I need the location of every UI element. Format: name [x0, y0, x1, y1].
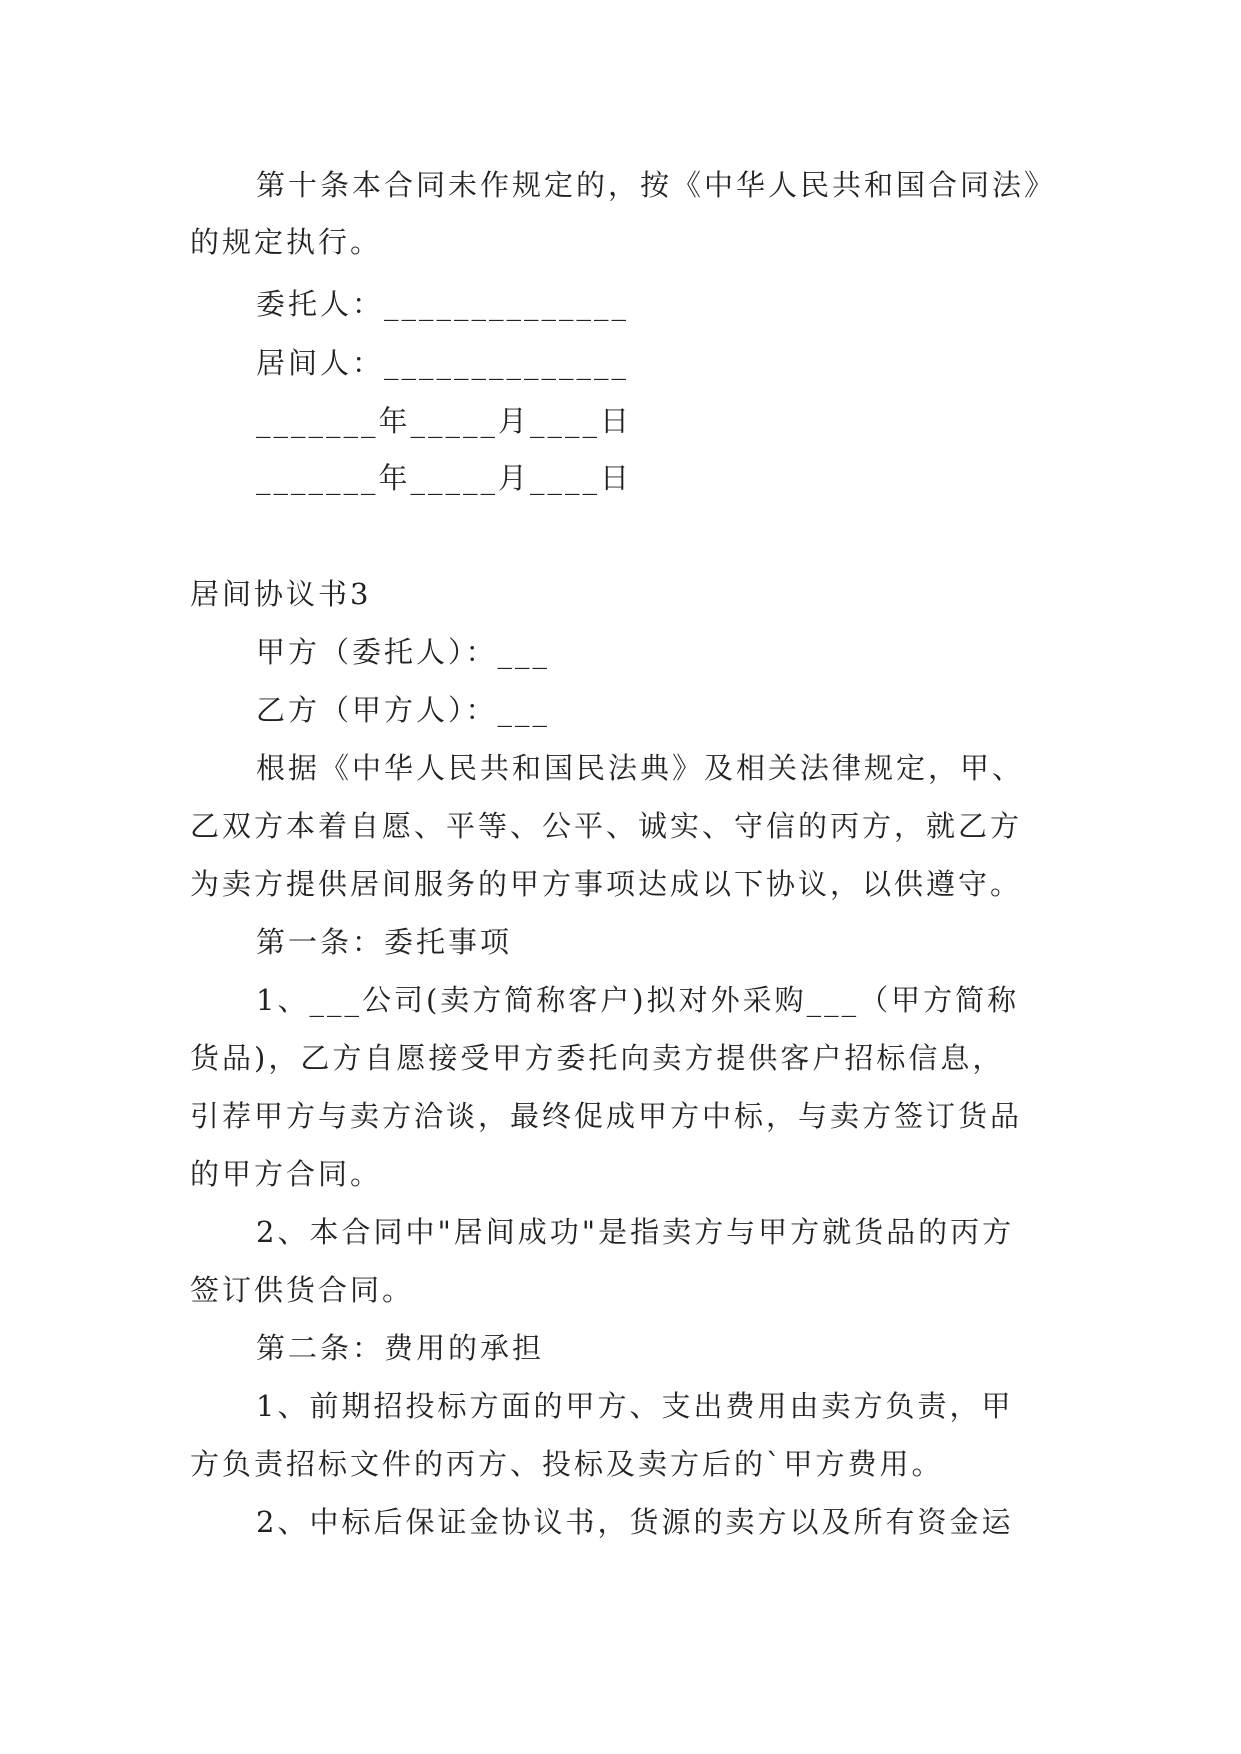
article-2-heading: 第二条：费用的承担 [256, 1331, 545, 1365]
preamble-line-3: 为卖方提供居间服务的甲方事项达成以下协议，以供遵守。 [190, 867, 1023, 901]
article-1-clause-2-line-1: 2、本合同中"居间成功"是指卖方与甲方就货品的丙方 [256, 1215, 1015, 1249]
principal-signature-line: 委托人：______________ [256, 287, 630, 321]
article-1-heading: 第一条：委托事项 [256, 925, 513, 959]
article-1-clause-1-line-3: 引荐甲方与卖方洽谈，最终促成甲方中标，与卖方签订货品 [190, 1099, 1023, 1133]
agreement-title: 居间协议书3 [190, 577, 372, 611]
intermediary-signature-line: 居间人：______________ [256, 346, 630, 380]
article-10-line-2: 的规定执行。 [190, 225, 383, 259]
article-2-clause-1-line-2: 方负责招标文件的丙方、投标及卖方后的`甲方费用。 [190, 1447, 944, 1481]
date-line-1: _______年_____月____日 [256, 404, 633, 438]
article-1-clause-1-line-2: 货品)，乙方自愿接受甲方委托向卖方提供客户招标信息， [190, 1041, 1005, 1075]
preamble-line-1: 根据《中华人民共和国民法典》及相关法律规定，甲、 [256, 751, 1025, 785]
date-line-2: _______年_____月____日 [256, 461, 633, 495]
article-2-clause-1-line-1: 1、前期招投标方面的甲方、支出费用由卖方负责，甲 [256, 1389, 1014, 1423]
article-10-line-1: 第十条本合同未作规定的，按《中华人民共和国合同法》 [256, 168, 1057, 202]
preamble-line-2: 乙双方本着自愿、平等、公平、诚实、守信的丙方，就乙方 [190, 809, 1023, 843]
article-2-clause-2-line-1: 2、中标后保证金协议书，货源的卖方以及所有资金运 [256, 1505, 1014, 1539]
party-b-line: 乙方（甲方人）：___ [256, 693, 551, 727]
article-1-clause-2-line-2: 签订供货合同。 [190, 1273, 415, 1307]
article-1-clause-1-line-1: 1、___公司(卖方简称客户)拟对外采购___（甲方简称 [256, 983, 1020, 1017]
article-1-clause-1-line-4: 的甲方合同。 [190, 1157, 383, 1191]
party-a-line: 甲方（委托人）：___ [256, 635, 551, 669]
